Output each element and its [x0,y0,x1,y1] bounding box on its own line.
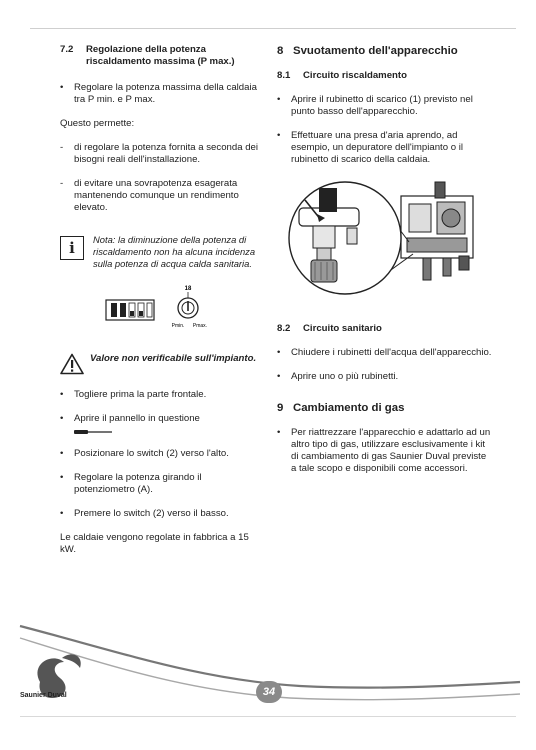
top-rule [30,28,516,29]
item-text: Regolare la potenza girando il potenziometro (A). [74,472,202,495]
section-8-heading [277,44,492,58]
section-title: Circuito sanitario [303,323,382,334]
list-item [60,508,260,520]
footer-swoosh [0,612,536,722]
section-9-heading [277,401,492,415]
section-7-2-heading [60,44,260,68]
section-number: 7.2 [60,44,74,55]
info-note [60,234,260,270]
list-item [60,178,260,214]
list-item [277,371,492,383]
info-icon: i [60,236,84,260]
warning-text: Valore non verificabile sull'impianto. [90,353,257,364]
dash-mark: - [60,178,64,189]
intro-text: Questo permette: [60,118,135,129]
list-item [60,448,260,460]
brand-name: Saunier Duval [20,692,67,699]
figure-label-pmin: Pmin. [171,323,185,329]
item-text: Per riattrezzare l'apparecchio e adattarlo ad un altro tipo di gas, utilizzare esclusivamente i kit di cambiamento di gas Saunier Duval previste a tale scopo e disponibili come accessori. [291,427,491,474]
section-8-2-heading [277,323,492,335]
section-number: 8.2 [277,323,291,334]
list-item [277,94,492,118]
page-number: 34 [256,681,282,703]
item-text: Aprire il rubinetto di scarico (1) previsto nel punto basso dell'apparecchio. [291,94,473,117]
figure-label-18: 18 [184,286,192,292]
closing-text: Le caldaie vengono regolate in fabbrica a 15 kW. [60,532,249,555]
item-text: Regolare la potenza massima della caldaia tra P min. e P max. [74,82,257,105]
boiler-drain-illustration [283,178,483,298]
bullet-mark: • [60,413,64,424]
bullet-mark: • [60,472,64,483]
dash-mark: - [60,142,64,153]
item-text: Effettuare una presa d'aria aprendo, ad esempio, un depuratore dell'impianto o il rubinetto di scarico della caldaia. [291,130,463,165]
list-item [277,130,492,166]
section-8-1-heading [277,70,492,82]
bullet-mark: • [60,508,64,519]
item-text: Chiudere i rubinetti dell'acqua dell'apparecchio. [291,347,492,358]
section-title: Svuotamento dell'apparecchio [293,45,458,57]
list-item [277,347,492,359]
screwdriver-icon [74,428,114,436]
bottom-rule [20,716,516,717]
bullet-mark: • [60,389,64,400]
section-number: 8.1 [277,70,291,81]
list-item [277,427,492,475]
bullet-mark: • [277,130,281,141]
bullet-mark: • [277,94,281,105]
item-text: Aprire uno o più rubinetti. [291,371,399,382]
section-number: 9 [277,402,284,414]
left-column [60,44,260,568]
list-item [60,142,260,166]
list-item [60,472,260,496]
right-column [277,44,492,487]
item-text: Togliere prima la parte frontale. [74,389,207,400]
bullet-mark: • [277,347,281,358]
section-title: Cambiamento di gas [293,402,405,414]
switch-diagram [104,284,214,330]
section-number: 8 [277,45,284,57]
note-text: Nota: la diminuzione della potenza di riscaldamento non ha alcuna incidenza sulla potenza di acqua calda sanitaria. [93,234,256,269]
item-text: Aprire il pannello in questione [74,413,200,424]
warning-note [60,353,260,375]
bullet-mark: • [60,448,64,459]
item-text: Posizionare lo switch (2) verso l'alto. [74,448,229,459]
section-title: Circuito riscaldamento [303,70,407,81]
item-text: di evitare una sovrapotenza esagerata mantenendo comunque un rendimento elevato. [74,178,239,213]
bullet-mark: • [60,82,64,93]
figure-label-pmax: Pmax. [192,323,208,329]
bullet-mark: • [277,427,281,438]
list-item [60,413,260,436]
list-item [60,389,260,401]
item-text: di regolare la potenza fornita a seconda dei bisogni reali dell'installazione. [74,142,259,165]
drain-valve-figure [283,178,492,303]
item-text: Premere lo switch (2) verso il basso. [74,508,229,519]
section-title: Regolazione della potenza riscaldamento massima (P max.) [86,44,235,67]
switch-potentiometer-figure [104,284,260,335]
list-item [60,82,260,106]
warning-icon [60,353,84,375]
bullet-mark: • [277,371,281,382]
